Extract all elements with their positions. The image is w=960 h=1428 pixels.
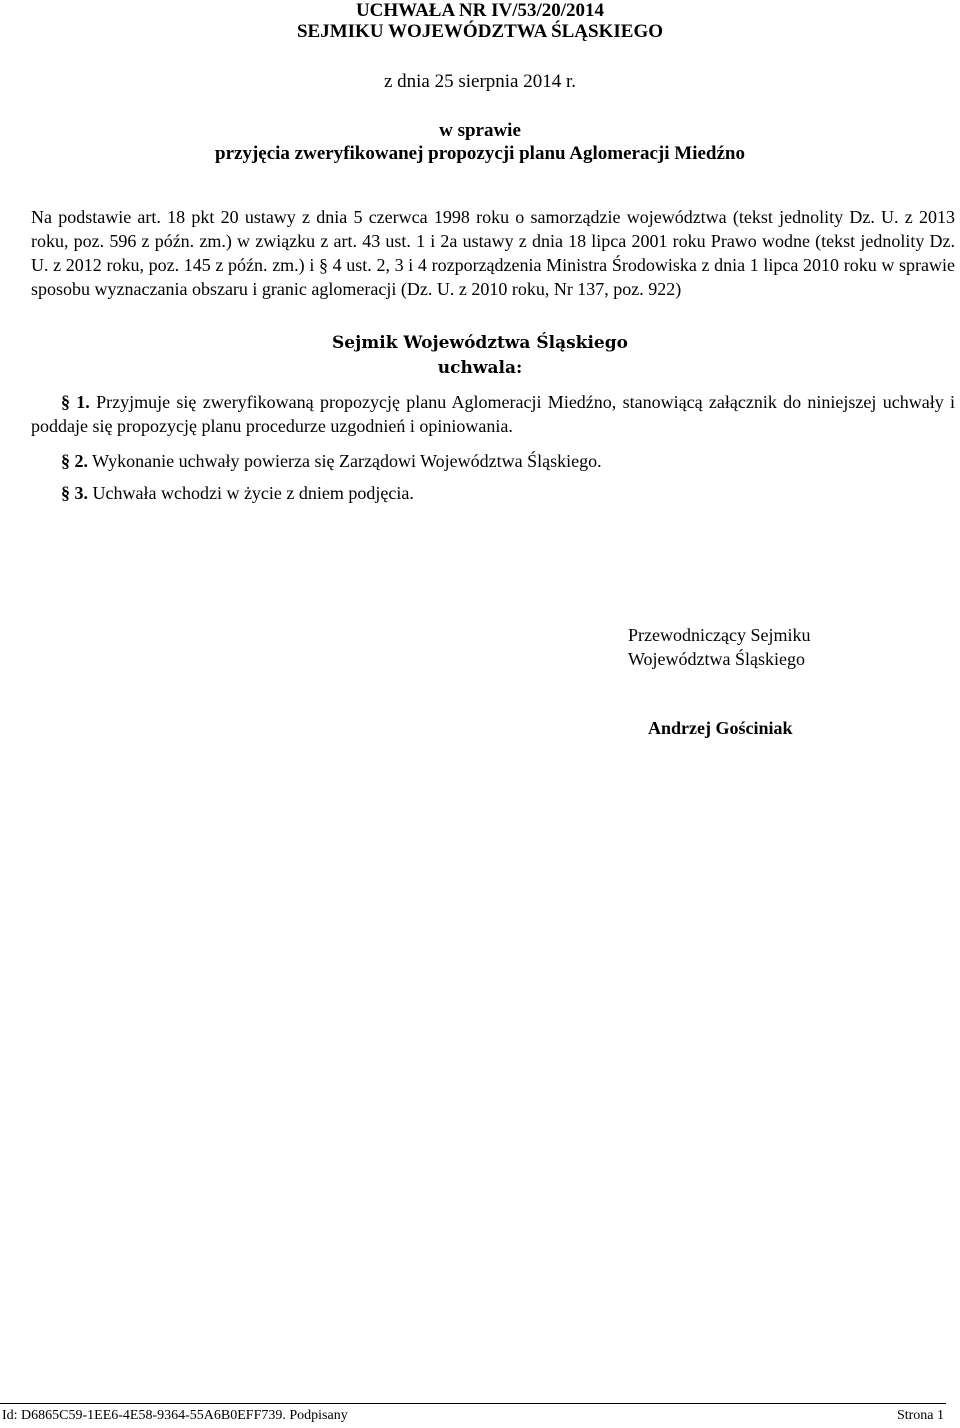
resolution-number-title: UCHWAŁA NR IV/53/20/2014 xyxy=(355,0,605,21)
footer-divider xyxy=(0,1403,946,1404)
resolution-date: z dnia 25 sierpnia 2014 r. xyxy=(383,71,577,92)
legal-basis-preamble: Na podstawie art. 18 pkt 20 ustawy z dnia 5 czerwca 1998 roku o samorządzie województwa (tekst jednolity Dz. U. z 2013 roku, poz. 596 z późn. zm.) w związku z art. 43 ust. 1 i 2a ustawy z dnia 18 lipca 2001 roku Prawo wodne (tekst jednolity Dz. U. z 2012 roku, poz. 145 z późn. zm.) i § 4 ust. 2, 3 i 4 rozporządzenia Ministra Środowiska z dnia 1 lipca 2010 roku w sprawie sposobu wyznaczania obszaru i granic aglomeracji (Dz. U. z 2010 roku, Nr 137, poz. 922) xyxy=(31,207,955,299)
subject-intro: w sprawie xyxy=(439,120,521,141)
paragraph-3-text: Uchwała wchodzi w życie z dniem podjęcia. xyxy=(88,483,414,503)
paragraph-1 xyxy=(31,390,955,438)
paragraph-1-text: Przyjmuje się zweryfikowaną propozycję planu Aglomeracji Miedźno, stanowiącą załącznik do niniejszej uchwały i poddaje się propozycję planu procedurze uzgodnień i opiniowania. xyxy=(31,392,956,436)
signatory-role-line1: Przewodniczący Sejmiku xyxy=(628,625,811,645)
paragraph-3-number: § 3. xyxy=(61,483,88,503)
issuing-body-title: SEJMIKU WOJEWÓDZTWA ŚLĄSKIEGO xyxy=(296,21,664,42)
paragraph-1-number: § 1. xyxy=(61,392,90,412)
paragraph-3 xyxy=(31,481,955,505)
paragraph-2-number: § 2. xyxy=(61,451,88,471)
resolution-verb: uchwala: xyxy=(437,358,523,378)
signatory-role-line2: Województwa Śląskiego xyxy=(628,649,806,669)
paragraph-2-text: Wykonanie uchwały powierza się Zarządowi Województwa Śląskiego. xyxy=(88,451,602,471)
resolving-body: Sejmik Województwa Śląskiego xyxy=(332,333,628,353)
page-number: Strona 1 xyxy=(896,1408,944,1423)
signatory-name: Andrzej Gościniak xyxy=(648,718,793,738)
paragraph-2 xyxy=(31,449,955,473)
subject-title: przyjęcia zweryfikowanej propozycji planu Aglomeracji Miedźno xyxy=(215,143,745,164)
document-id-footer: Id: D6865C59-1EE6-4E58-9364-55A6B0EFF739. Podpisany xyxy=(2,1408,348,1423)
